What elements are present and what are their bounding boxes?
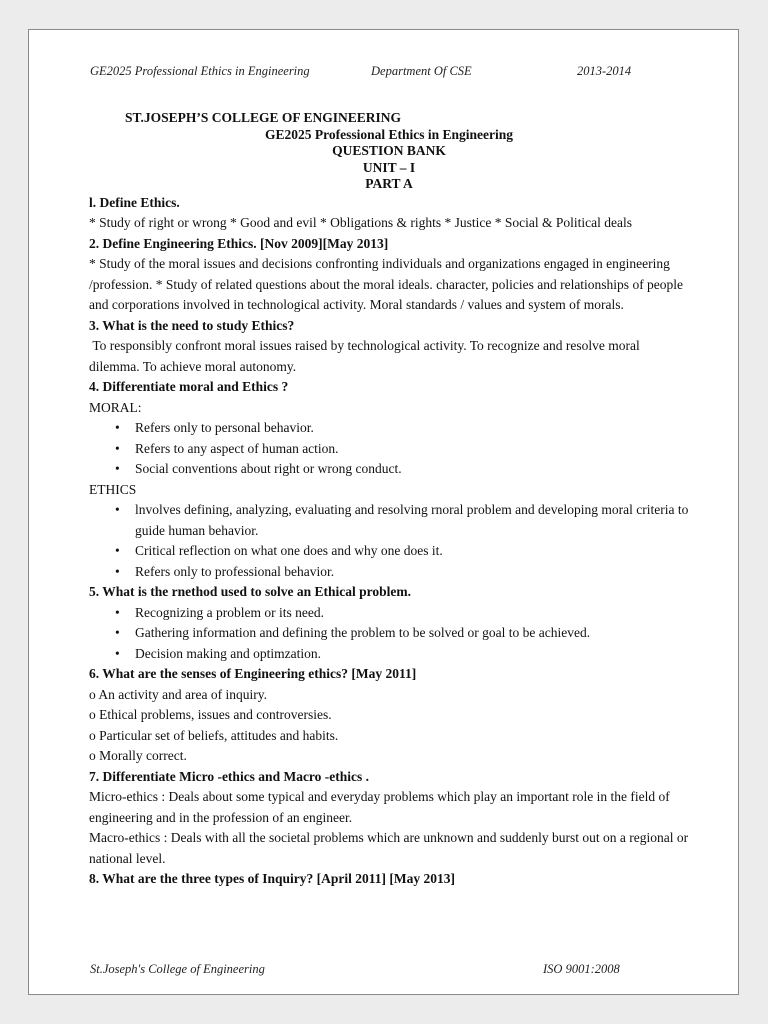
ethics-list <box>89 500 689 582</box>
question-bank-title: QUESTION BANK <box>332 143 446 158</box>
list-item: • Recognizing a problem or its need. <box>135 603 689 624</box>
answer-3: To responsibly confront moral issues raised by technological activity. To recognize and resolve moral dilemma. To achieve moral autonomy. <box>89 338 640 374</box>
list-item: • lnvolves defining, analyzing, evaluating and resolving rnoral problem and developing moral criteria to guide human behavior. <box>135 500 689 541</box>
question-4: 4. Differentiate moral and Ethics ? <box>89 379 289 394</box>
list-item: • Gathering information and defining the problem to be solved or goal to be achieved. <box>135 623 689 644</box>
sense-item: o Particular set of beliefs, attitudes and habits. <box>89 727 339 743</box>
question-8: 8. What are the three types of Inquiry? [April 2011] [May 2013] <box>89 871 455 886</box>
answer-2: * Study of the moral issues and decisions confronting individuals and organizations engaged in engineering /profession. * Study of related questions about the moral ideals. character, policies and relationships of people and corporations involved in technological activity. Moral standards / values and system of morals. <box>89 256 684 312</box>
macro-ethics-answer: Macro-ethics : Deals with all the societal problems which are unknown and suddenly burst out on a regional or national level. <box>89 830 689 866</box>
question-6: 6. What are the senses of Engineering ethics? [May 2011] <box>89 666 417 681</box>
method-list <box>89 603 689 665</box>
moral-label: MORAL: <box>89 399 142 415</box>
footer-college: St.Joseph's College of Engineering <box>90 962 265 976</box>
ethics-label: ETHICS <box>89 481 137 497</box>
list-item: • Refers to any aspect of human action. <box>135 439 689 460</box>
part-title: PART A <box>365 176 413 191</box>
question-3: 3. What is the need to study Ethics? <box>89 317 295 333</box>
list-item: • Refers only to professional behavior. <box>135 562 689 583</box>
question-1: l. Define Ethics. <box>89 194 180 210</box>
moral-list <box>89 418 689 480</box>
list-item: • Refers only to personal behavior. <box>135 418 689 439</box>
title-block <box>89 110 689 193</box>
header-year: 2013-2014 <box>577 64 632 78</box>
footer-iso: ISO 9001:2008 <box>543 962 620 976</box>
header-course: GE2025 Professional Ethics in Engineering <box>90 64 310 78</box>
sense-item: o Ethical problems, issues and controversies. <box>89 707 332 722</box>
question-7: 7. Differentiate Micro -ethics and Macro -ethics . <box>89 768 370 784</box>
sense-item: o Morally correct. <box>89 748 187 763</box>
sense-item: o An activity and area of inquiry. <box>89 686 267 702</box>
answer-1: * Study of right or wrong * Good and evil * Obligations & rights * Justice * Social & Political deals <box>89 215 632 230</box>
college-title: ST.JOSEPH’S COLLEGE OF ENGINEERING <box>125 110 402 125</box>
list-item: • Decision making and optimzation. <box>135 644 689 665</box>
list-item: • Social conventions about right or wrong conduct. <box>135 459 689 480</box>
list-item: • Critical reflection on what one does and why one does it. <box>135 541 689 562</box>
page-content <box>89 110 689 890</box>
micro-ethics-answer: Micro-ethics : Deals about some typical and everyday problems which play an important role in the field of engineering and in the profession of an engineer. <box>89 789 670 825</box>
question-5: 5. What is the rnethod used to solve an Ethical problem. <box>89 584 412 599</box>
unit-title: UNIT – I <box>362 159 416 175</box>
document-page <box>28 29 739 995</box>
header-department: Department Of CSE <box>371 64 472 78</box>
question-2: 2. Define Engineering Ethics. [Nov 2009][May 2013] <box>89 235 389 251</box>
course-title: GE2025 Professional Ethics in Engineering <box>264 126 514 142</box>
